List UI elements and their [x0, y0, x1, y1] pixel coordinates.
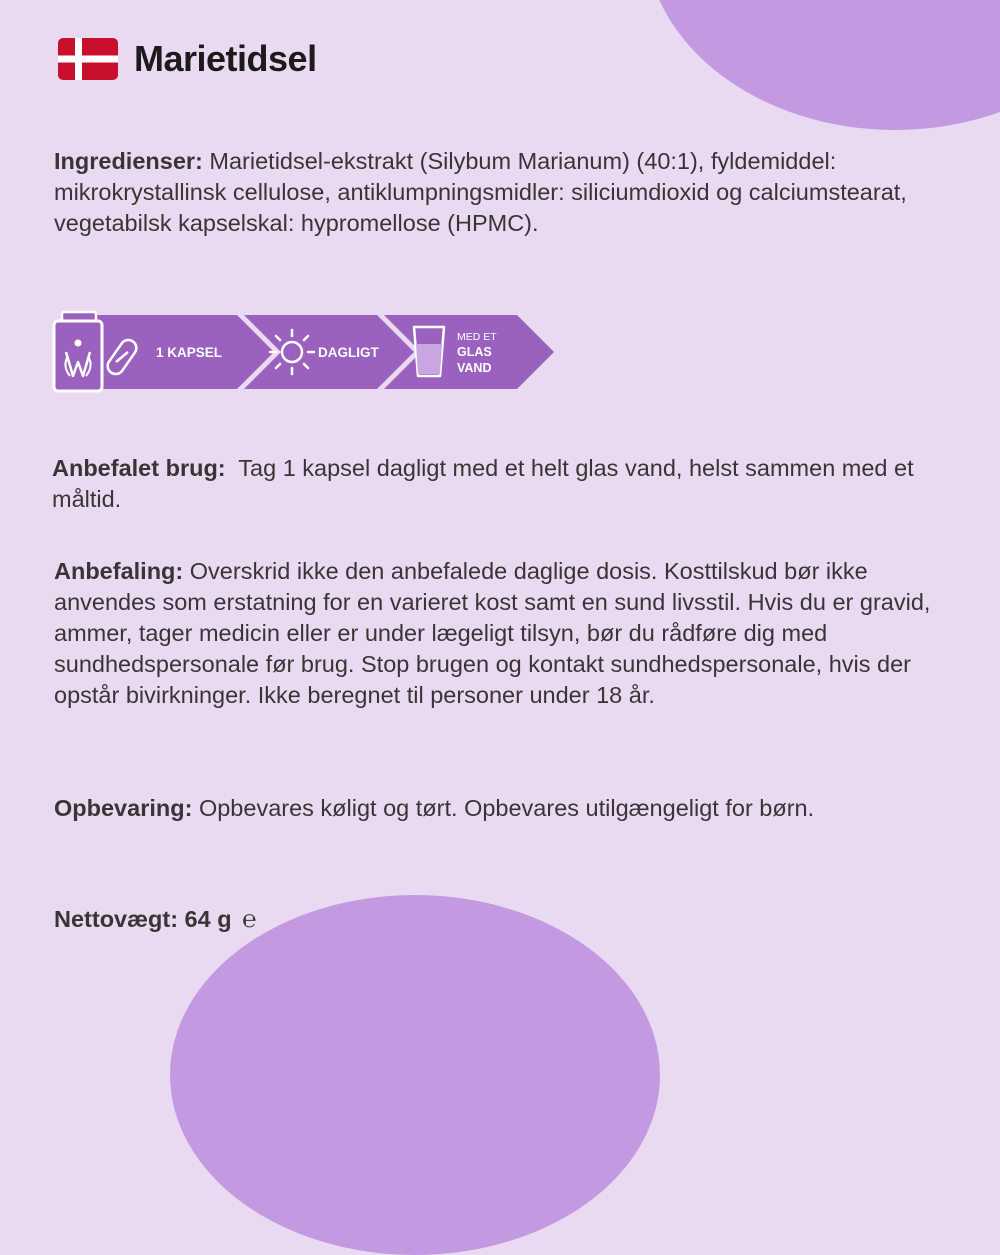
warning-label: Anbefaling: [54, 558, 184, 584]
warning-text: Overskrid ikke den anbefalede daglige dosis. Kosttilskud bør ikke anvendes som erstatning for en varieret kost samt en sund livsstil. Hvis du er gravid, ammer, tager medicin eller er under lægeligt tilsyn, bør du rådføre dig med sundhedspersonale før brug. Stop brugen og kontakt sundhedspersonale, hvis der opstår bivirkninger. Ikke beregnet til personer under 18 år. [54, 558, 931, 708]
decorative-circle-bottom [170, 895, 660, 1255]
net-weight-text: Nettovægt: 64 g [54, 906, 232, 932]
estimated-sign-icon: ℮ [242, 906, 257, 933]
storage-label: Opbevaring: [54, 795, 193, 821]
usage-label: Anbefalet brug: [52, 455, 226, 481]
denmark-flag-icon [58, 38, 118, 80]
decorative-circle-top-right [645, 0, 1000, 130]
dosage-strip [52, 310, 562, 394]
warning-section [54, 556, 934, 711]
header [58, 38, 317, 80]
glass-label-line2: VAND [457, 361, 492, 375]
storage-section [54, 793, 934, 824]
daily-label: DAGLIGT [318, 345, 379, 360]
usage-section [52, 453, 932, 515]
ingredients-text: Marietidsel-ekstrakt (Silybum Marianum) (40:1), fyldemiddel: mikrokrystallinsk cellulose, antiklumpningsmidler: siliciumdioxid og calciumstearat, vegetabilsk kapselskal: hypromellose (HPMC). [54, 148, 907, 236]
glass-label-small: MED ET [457, 331, 497, 343]
glass-label-line1: GLAS [457, 345, 492, 359]
usage-text: Tag 1 kapsel dagligt med et helt glas vand, helst sammen med et måltid. [52, 455, 914, 512]
supplement-jar-icon [54, 312, 102, 391]
capsule-label: 1 KAPSEL [156, 345, 223, 360]
ingredients-section [54, 146, 934, 239]
storage-text: Opbevares køligt og tørt. Opbevares utilgængeligt for børn. [198, 795, 815, 821]
ingredients-label: Ingredienser: [54, 148, 203, 174]
net-weight-section [54, 904, 934, 935]
product-title: Marietidsel [134, 38, 317, 79]
